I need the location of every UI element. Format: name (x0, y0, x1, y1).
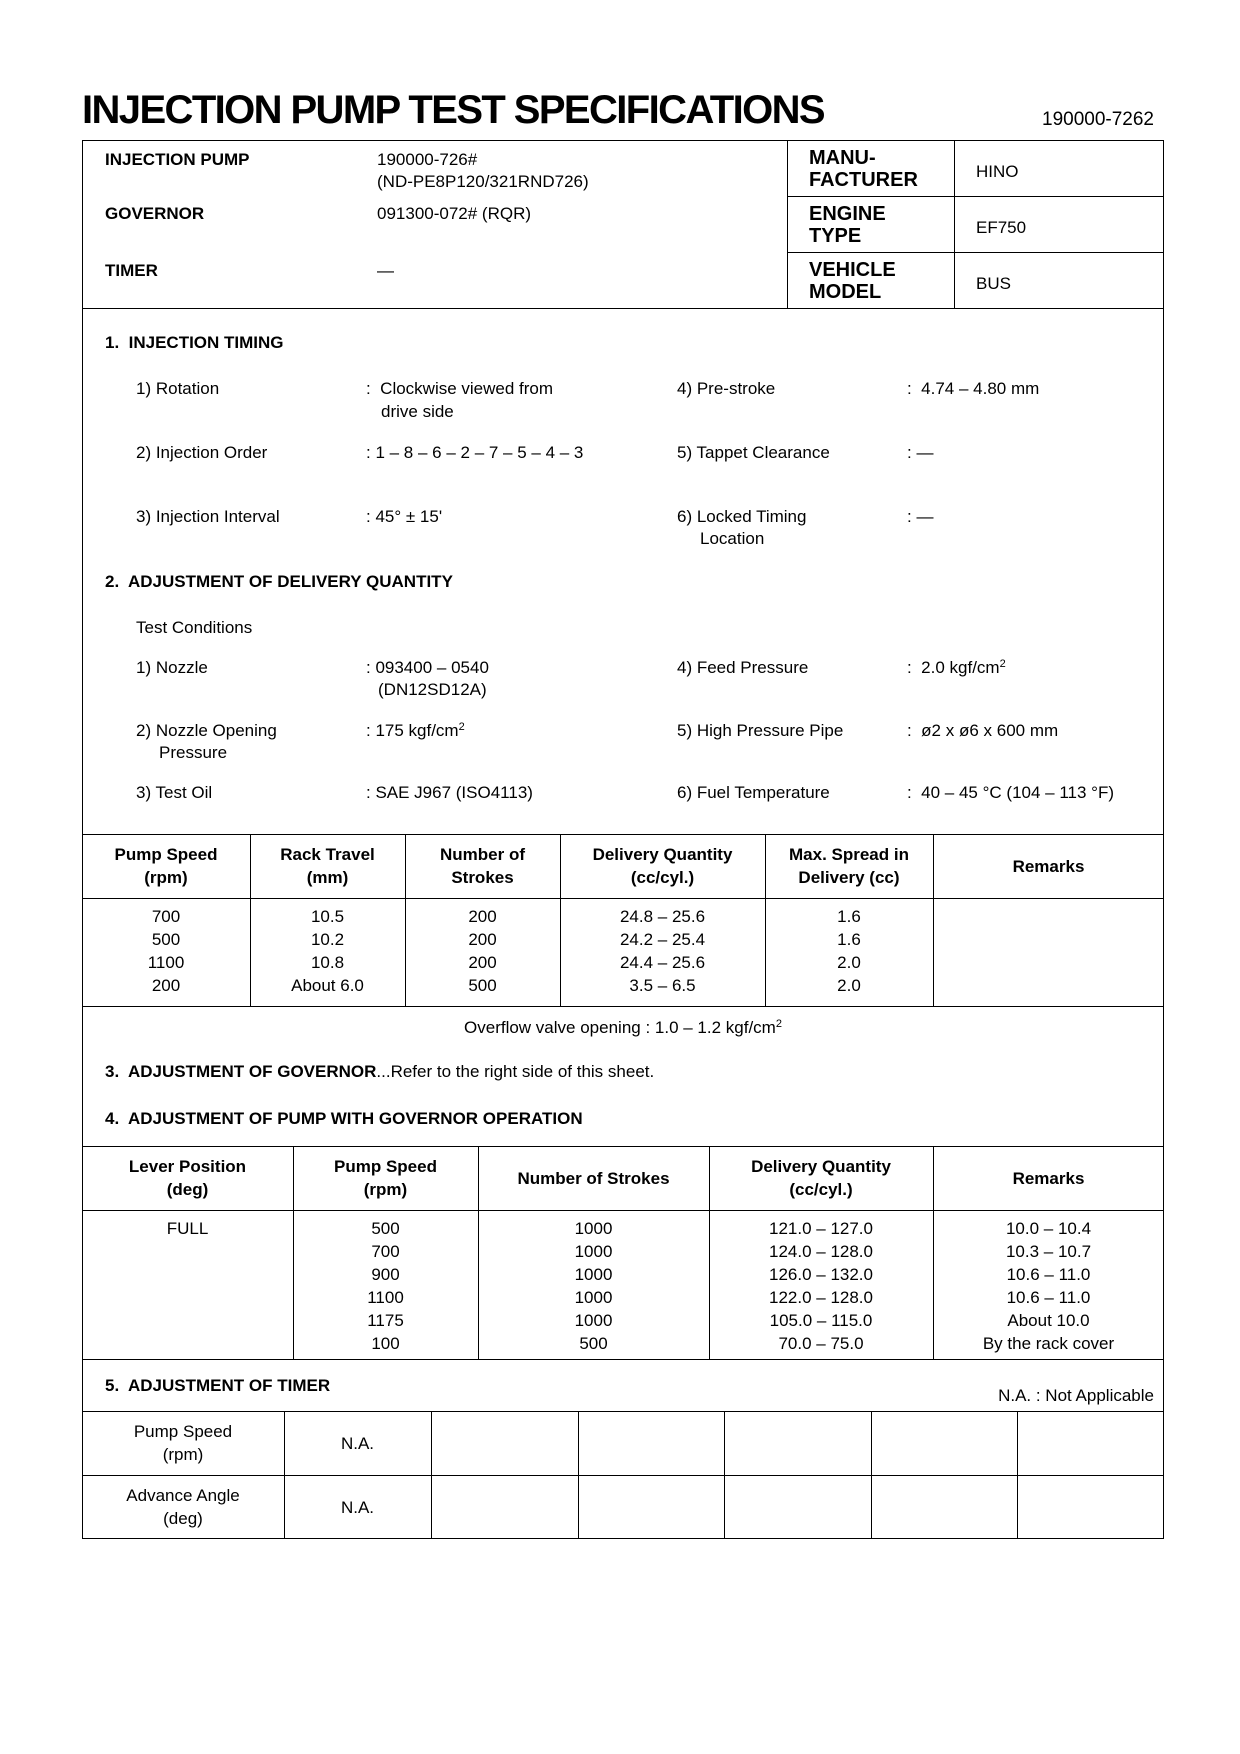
injection-order-label: 2) Injection Order (136, 443, 268, 462)
table-cell: 10.8 (310, 953, 345, 972)
section-3-line (105, 1060, 654, 1083)
header-unit: (deg) (166, 1180, 209, 1199)
table-cell: 1000 (574, 1288, 613, 1307)
table-cell: 500 (151, 930, 181, 949)
divider (787, 140, 788, 308)
not-applicable-note: N.A. : Not Applicable (998, 1386, 1154, 1405)
header-unit: (cc/cyl.) (789, 1180, 853, 1199)
engine-type-label (809, 203, 886, 247)
governor-strokes-column (478, 1217, 709, 1355)
rotation-value-line2: drive side (381, 402, 454, 421)
timer-value: — (377, 261, 394, 280)
column-header-rack-travel (250, 834, 405, 898)
injection-order-value: : 1 – 8 – 6 – 2 – 7 – 5 – 4 – 3 (366, 443, 584, 462)
document-number: 190000-7262 (1042, 109, 1154, 130)
table-cell: 70.0 – 75.0 (778, 1334, 864, 1353)
timer-advance-angle-value: N.A. (340, 1497, 375, 1517)
label-unit: (deg) (163, 1509, 203, 1528)
table-cell: 24.4 – 25.6 (619, 953, 706, 972)
label-text: Advance Angle (126, 1486, 240, 1505)
header-unit: Delivery (cc) (798, 868, 900, 887)
column-header-number-of-strokes (405, 834, 560, 898)
vehicle-model-label-line1: VEHICLE (809, 259, 896, 281)
feed-pressure-label: 4) Feed Pressure (677, 658, 809, 677)
divider (82, 1210, 1164, 1211)
table-cell: 2.0 (837, 953, 861, 972)
governor-label: GOVERNOR (105, 204, 205, 223)
timer-pump-speed-value: N.A. (340, 1433, 375, 1453)
header-text: Number of Strokes (517, 1168, 670, 1188)
table-cell: About 10.0 (1007, 1311, 1090, 1330)
table-cell: 100 (371, 1334, 400, 1353)
table-cell: 10.5 (310, 907, 345, 926)
table-cell: 200 (468, 930, 497, 949)
manufacturer-value: HINO (976, 162, 1019, 181)
rotation-label: 1) Rotation (136, 379, 220, 398)
timer-label: TIMER (105, 261, 158, 280)
section-1-heading: 1. INJECTION TIMING (105, 333, 284, 352)
divider (431, 1411, 432, 1539)
tappet-clearance-value: : — (907, 443, 934, 462)
fuel-temperature-value: : 40 – 45 °C (104 – 113 °F) (907, 783, 1115, 802)
table-cell: 1.6 (837, 907, 861, 926)
table-cell: 10.2 (310, 930, 345, 949)
table-cell: 1000 (574, 1242, 613, 1261)
high-pressure-pipe-value: : ø2 x ø6 x 600 mm (907, 721, 1059, 740)
number-of-strokes-column (405, 905, 560, 997)
injection-pump-value: 190000-726# (377, 150, 478, 169)
divider (82, 308, 1164, 309)
overflow-valve-text: Overflow valve opening : 1.0 – 1.2 kgf/cm (464, 1018, 776, 1037)
governor-value: 091300-072# (RQR) (377, 204, 532, 223)
header-text: Lever Position (128, 1157, 247, 1176)
nozzle-opening-pressure-text: : 175 kgf/cm (366, 721, 459, 740)
header-unit: (mm) (306, 868, 349, 887)
column-header-delivery-quantity (709, 1146, 933, 1210)
header-text: Remarks (1012, 856, 1085, 876)
label-unit: (rpm) (162, 1445, 204, 1464)
section-5-heading: 5. ADJUSTMENT OF TIMER (105, 1376, 331, 1395)
column-header-delivery-quantity (560, 834, 765, 898)
header-text: Pump Speed (334, 1157, 437, 1176)
superscript: 2 (458, 721, 465, 733)
test-conditions-label: Test Conditions (136, 618, 253, 637)
test-oil-value: : SAE J967 (ISO4113) (366, 783, 533, 802)
divider (954, 140, 955, 308)
test-oil-label: 3) Test Oil (136, 783, 213, 802)
vehicle-model-label (809, 259, 896, 303)
nozzle-model: (DN12SD12A) (378, 680, 487, 699)
governor-delivery-quantity-column (709, 1217, 933, 1355)
lever-position-column (82, 1217, 293, 1240)
header-text: Delivery Quantity (751, 1157, 891, 1176)
injection-interval-label: 3) Injection Interval (136, 507, 280, 526)
column-header-pump-speed (293, 1146, 478, 1210)
header-unit: (rpm) (144, 868, 188, 887)
table-cell: 1000 (574, 1219, 613, 1238)
governor-pump-speed-column (293, 1217, 478, 1355)
manufacturer-label-line2: FACTURER (809, 169, 918, 191)
table-cell: 10.6 – 11.0 (1006, 1265, 1091, 1284)
pump-speed-column (82, 905, 250, 997)
table-cell: 24.2 – 25.4 (619, 930, 706, 949)
tappet-clearance-label: 5) Tappet Clearance (677, 443, 830, 462)
locked-timing-label: 6) Locked Timing (677, 507, 807, 526)
divider (871, 1411, 872, 1539)
divider (578, 1411, 579, 1539)
manufacturer-label-line1: MANU- (809, 147, 876, 169)
table-cell: By the rack cover (982, 1334, 1115, 1353)
table-cell: 10.0 – 10.4 (1005, 1219, 1092, 1238)
header-text: Remarks (1012, 1168, 1085, 1188)
table-cell: 1000 (574, 1265, 613, 1284)
prestroke-value: : 4.74 – 4.80 mm (907, 379, 1040, 398)
table-cell: 1100 (147, 953, 185, 972)
superscript: 2 (775, 1018, 782, 1030)
nozzle-label: 1) Nozzle (136, 658, 208, 677)
table-cell: 124.0 – 128.0 (769, 1242, 873, 1261)
table-cell: 500 (468, 976, 497, 995)
table-cell: 200 (151, 976, 181, 995)
table-cell: 122.0 – 128.0 (769, 1288, 873, 1307)
rack-travel-column (250, 905, 405, 997)
rotation-value: : Clockwise viewed from (366, 379, 554, 398)
prestroke-label: 4) Pre-stroke (677, 379, 776, 398)
section-2-heading: 2. ADJUSTMENT OF DELIVERY QUANTITY (105, 572, 453, 591)
divider (82, 898, 1164, 899)
table-cell: 105.0 – 115.0 (769, 1311, 873, 1330)
column-header-pump-speed (82, 834, 250, 898)
nozzle-opening-pressure-label: 2) Nozzle Opening (136, 721, 277, 740)
table-cell: 500 (371, 1219, 400, 1238)
vehicle-model-value: BUS (976, 274, 1011, 293)
governor-remarks-column (933, 1217, 1164, 1355)
feed-pressure-text: : 2.0 kgf/cm (907, 658, 1000, 677)
table-cell: 126.0 – 132.0 (769, 1265, 873, 1284)
table-cell: 500 (579, 1334, 608, 1353)
engine-type-label-line2: TYPE (809, 225, 862, 247)
table-cell: 1000 (574, 1311, 613, 1330)
divider (82, 1006, 1164, 1007)
table-cell: 700 (151, 907, 181, 926)
fuel-temperature-label: 6) Fuel Temperature (677, 783, 830, 802)
engine-type-label-line1: ENGINE (809, 203, 886, 225)
table-cell: 1100 (367, 1288, 404, 1307)
nozzle-opening-pressure-label-line2: Pressure (159, 743, 228, 762)
header-unit: Strokes (451, 868, 514, 887)
header-text: Delivery Quantity (592, 845, 733, 864)
table-cell: 1.6 (837, 930, 861, 949)
manufacturer-label (809, 147, 918, 191)
page-title: INJECTION PUMP TEST SPECIFICATIONS (82, 88, 824, 132)
max-spread-column (765, 905, 933, 997)
engine-type-value: EF750 (976, 218, 1027, 237)
table-cell: 3.5 – 6.5 (629, 976, 696, 995)
injection-pump-label: INJECTION PUMP (105, 150, 250, 169)
table-cell: 121.0 – 127.0 (769, 1219, 873, 1238)
divider (787, 252, 1164, 253)
vehicle-model-label-line2: MODEL (809, 281, 882, 303)
table-cell: 24.8 – 25.6 (619, 907, 706, 926)
section-3-text: ...Refer to the right side of this sheet. (376, 1062, 655, 1081)
label-text: Pump Speed (133, 1422, 233, 1441)
header-text: Number of (440, 845, 525, 864)
locked-timing-label-line2: Location (700, 529, 765, 548)
table-cell: 1175 (367, 1311, 404, 1330)
divider (1017, 1411, 1018, 1539)
column-header-max-spread (765, 834, 933, 898)
section-3-heading: 3. ADJUSTMENT OF GOVERNOR (105, 1062, 377, 1081)
table-cell: 900 (371, 1265, 400, 1284)
divider (82, 1359, 1164, 1360)
feed-pressure-value (907, 656, 1006, 679)
injection-interval-value: : 45° ± 15' (366, 507, 443, 526)
section-4-heading: 4. ADJUSTMENT OF PUMP WITH GOVERNOR OPERATION (105, 1109, 583, 1128)
table-cell: FULL (166, 1219, 209, 1238)
header-unit: (cc/cyl.) (630, 868, 695, 887)
column-header-lever-position (82, 1146, 293, 1210)
header-text: Pump Speed (114, 845, 218, 864)
divider (724, 1411, 725, 1539)
table-cell: 10.3 – 10.7 (1005, 1242, 1092, 1261)
timer-advance-angle-label (82, 1475, 284, 1539)
table-cell: 200 (468, 907, 497, 926)
table-cell: 10.6 – 11.0 (1006, 1288, 1091, 1307)
table-cell: 2.0 (837, 976, 861, 995)
superscript: 2 (999, 658, 1006, 670)
overflow-valve-note (82, 1016, 1164, 1039)
nozzle-value: : 093400 – 0540 (366, 658, 489, 677)
high-pressure-pipe-label: 5) High Pressure Pipe (677, 721, 844, 740)
column-header-remarks (933, 1146, 1164, 1210)
locked-timing-value: : — (907, 507, 934, 526)
timer-pump-speed-label (82, 1411, 284, 1475)
column-header-number-of-strokes (478, 1146, 709, 1210)
table-cell: About 6.0 (291, 976, 364, 995)
column-header-remarks (933, 834, 1164, 898)
header-text: Max. Spread in (789, 845, 909, 864)
header-unit: (rpm) (363, 1180, 408, 1199)
header-text: Rack Travel (280, 845, 375, 864)
table-cell: 700 (371, 1242, 400, 1261)
delivery-quantity-column (560, 905, 765, 997)
nozzle-opening-pressure-value (366, 719, 465, 742)
divider (787, 196, 1164, 197)
injection-pump-model: (ND-PE8P120/321RND726) (377, 172, 589, 191)
table-cell: 200 (468, 953, 497, 972)
